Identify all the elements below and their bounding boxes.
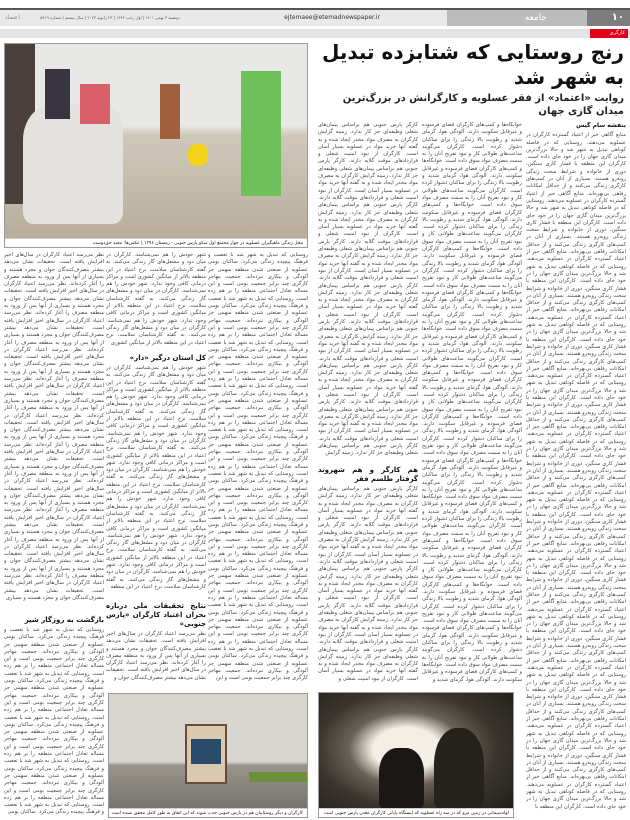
fishermen-camp-photo: [4, 43, 308, 248]
article-column: [4, 252, 104, 610]
passengers: [191, 739, 221, 764]
body-text: روستایی که تبدیل به شهر شد با تعصب و فرهنگ پیچیده زندگی می‌کرد. ساکنان بومی عسلویه از صنعتی شدن منطقه سهمی جز آلودگی و بیکاری نبرده‌اند. جمعیت مهاجر کارگری چند برابر جمعیت بومی است و این مساله تعادل اجتماعی منطقه را بر هم زده است. روستایی که تبدیل به شهر شد با تعصب و فرهنگ پیچیده زندگی می‌کرد. ساکنان بومی عسلویه از صنعتی شدن منطقه سهمی جز آلودگی و بیکاری نبرده‌اند. جمعیت مهاجر کارگری چند برابر جمعیت بومی است و این مساله تعادل اجتماعی منطقه را بر هم زده است. روستایی که تبدیل به شهر شد با تعصب و فرهنگ پیچیده زندگی می‌کرد. ساکنان بومی عسلویه از صنعتی شدن منطقه سهمی جز آلودگی و بیکاری نبرده‌اند. جمعیت مهاجر کارگری چند برابر جمعیت بومی است و این مساله تعادل اجتماعی منطقه را بر هم زده است. روستایی که تبدیل به شهر شد با تعصب و فرهنگ پیچیده زندگی می‌کرد. ساکنان بومی عسلویه از صنعتی شدن منطقه سهمی جز آلودگی و بیکاری نبرده‌اند. جمعیت مهاجر کارگری چند برابر جمعیت بومی است و این مساله تعادل اجتماعی منطقه را بر هم زده است. روستایی که تبدیل به شهر شد با تعصب و فرهنگ پیچیده زندگی می‌کرد. ساکنان بومی: [4, 627, 104, 816]
truck-road-photo: [108, 693, 308, 818]
subheading: بازگشت به روزگار شیر: [24, 616, 104, 624]
category-tag: کارگری: [590, 29, 628, 38]
newspaper-logo: اعتماد: [5, 14, 21, 21]
tag-row: [0, 29, 630, 38]
article-column: [318, 462, 418, 688]
body-text: کارگر پارس جنوبی هم براساس پیمان‌های شغلی وظیفه‌ای جز کار ندارد. زمینه گرایش کارگران به مصرف مواد مخدر ایجاد شده و به گفته آنها خرید مواد در عسلویه بسیار آسان است. کارگران از نبود امنیت شغلی و قراردادهای موقت گلایه دارند. کارگر پارس جنوبی هم براساس پیمان‌های شغلی وظیفه‌ای جز کار ندارد. زمینه گرایش کارگران به مصرف مواد مخدر ایجاد شده و به گفته آنها خرید مواد در عسلویه بسیار آسان است. کارگران از نبود امنیت شغلی و قراردادهای موقت گلایه دارند. کارگر پارس جنوبی هم براساس پیمان‌های شغلی وظیفه‌ای جز کار ندارد. زمینه گرایش کارگران به مصرف مواد مخدر ایجاد شده و به گفته آنها خرید مواد در عسلویه بسیار آسان است. کارگران از نبود امنیت شغلی و قراردادهای موقت گلایه دارند. کارگر پارس جنوبی هم براساس پیمان‌های شغلی وظیفه‌ای جز کار ندارد. زمینه گرایش کارگران به مصرف مواد مخدر ایجاد شده و به گفته آنها خرید مواد در عسلویه بسیار آسان است. کارگران از نبود امنیت شغلی و قراردادهای موقت گلایه دارند. کارگر پارس جنوبی هم براساس پیمان‌های شغلی وظیفه‌ای جز کار ندارد. زمینه گرایش کارگران به مصرف مواد مخدر ایجاد شده و به گفته آنها خرید مواد در عسلویه بسیار آسان است. کارگران از نبود امنیت شغلی و قراردادهای موقت گلایه دارند. کارگر پارس جنوبی هم براساس پیمان‌های شغلی وظیفه‌ای جز کار ندارد. زمینه گرایش کارگران به مصرف مواد مخدر ایجاد شده و به گفته آنها خرید مواد در عسلویه بسیار آسان است. کارگران از نبود امنیت شغلی و قراردادهای موقت گلایه دارند. کارگر پارس جنوبی هم براساس پیمان‌های شغلی وظیفه‌ای جز کار ندارد. زمینه گرایش کارگران به مصرف مواد مخدر ایجاد شده و به گفته آنها خرید مواد در عسلویه بسیار آسان است. کارگران از نبود امنیت شغلی و قراردادهای موقت گلایه دارند. کارگر پارس جنوبی هم براساس پیمان‌های شغلی وظیفه‌ای جز کار ندارد. زمینه گرایش کارگران به مصرف مواد مخدر ایجاد شده و به گفته آنها خرید مواد در عسلویه بسیار آسان است. کارگران از نبود امنیت شغلی و قراردادهای موقت گلایه دارند. کارگر پارس جنوبی هم براساس پیمان‌های شغلی وظیفه‌ای جز کار ندارد. زمینه گرایش: [318, 122, 418, 457]
person-silhouette: [434, 728, 484, 808]
body-text: روستایی که تبدیل به شهر شد با تعصب و فرهنگ پیچیده زندگی می‌کرد. ساکنان بومی عسلویه از صنعتی شدن منطقه سهمی جز آلودگی و بیکاری نبرده‌اند. جمعیت مهاجر کارگری چند برابر جمعیت بومی است و این مساله تعادل اجتماعی منطقه را بر هم زده است. روستایی که تبدیل به شهر شد با تعصب و فرهنگ پیچیده زندگی می‌کرد. ساکنان بومی عسلویه از صنعتی شدن منطقه سهمی جز آلودگی و بیکاری نبرده‌اند. جمعیت مهاجر کارگری چند برابر جمعیت بومی است و این مساله تعادل اجتماعی منطقه را بر هم زده است. روستایی که تبدیل به شهر شد با تعصب و فرهنگ پیچیده زندگی می‌کرد. ساکنان بومی عسلویه از صنعتی شدن منطقه سهمی جز آلودگی و بیکاری نبرده‌اند. جمعیت مهاجر کارگری چند برابر جمعیت بومی است و این مساله تعادل اجتماعی منطقه را بر هم زده است. روستایی که تبدیل به شهر شد با تعصب و فرهنگ پیچیده زندگی می‌کرد. ساکنان بومی عسلویه از صنعتی شدن منطقه سهمی جز آلودگی و بیکاری نبرده‌اند. جمعیت مهاجر کارگری چند برابر جمعیت بومی است و این مساله تعادل اجتماعی منطقه را بر هم زده است. روستایی که تبدیل به شهر شد با تعصب و فرهنگ پیچیده زندگی می‌کرد. ساکنان بومی عسلویه از صنعتی شدن منطقه سهمی جز آلودگی و بیکاری نبرده‌اند. جمعیت مهاجر کارگری چند برابر جمعیت بومی است و این مساله تعادل اجتماعی منطقه را بر هم زده است. روستایی که تبدیل به شهر شد با تعصب و فرهنگ پیچیده زندگی می‌کرد. ساکنان بومی عسلویه از صنعتی شدن منطقه سهمی جز آلودگی و بیکاری نبرده‌اند. جمعیت مهاجر کارگری چند برابر جمعیت بومی است و این مساله تعادل اجتماعی منطقه را بر هم زده است. روستایی که تبدیل به شهر شد با تعصب و فرهنگ پیچیده زندگی می‌کرد. ساکنان بومی عسلویه از صنعتی شدن منطقه سهمی جز آلودگی و بیکاری نبرده‌اند. جمعیت مهاجر کارگری چند برابر جمعیت بومی است و این مساله تعادل اجتماعی منطقه را بر هم زده است. روستایی که تبدیل به شهر شد با تعصب و فرهنگ پیچیده زندگی می‌کرد. ساکنان بومی عسلویه از صنعتی شدن منطقه سهمی جز آلودگی و بیکاری نبرده‌اند. جمعیت مهاجر کارگری چند برابر جمعیت بومی است و این مساله تعادل اجتماعی منطقه را بر هم زده است. روستایی که تبدیل به شهر شد با تعصب و فرهنگ پیچیده زندگی می‌کرد. ساکنان بومی عسلویه از صنعتی شدن منطقه سهمی جز آلودگی و بیکاری نبرده‌اند. جمعیت مهاجر کارگری چند برابر جمعیت بومی است و این مساله تعادل اجتماعی منطقه را بر هم زده است. روستایی که تبدیل به شهر شد با تعصب و فرهنگ پیچیده زندگی می‌کرد. ساکنان بومی عسلویه از صنعتی شدن منطقه سهمی جز آلودگی و بیکاری نبرده‌اند. جمعیت مهاجر کارگری چند برابر جمعیت بومی است و این: [208, 252, 308, 682]
article-column: [208, 252, 308, 688]
roadside-grass: [249, 772, 308, 782]
photo-caption: لوله‌سیمانی در زمین مرو که در سه راه عسلویه که ایستگاه پایانی کارگران معدن پارس جنوبی است: [319, 808, 513, 817]
yellow-bucket: [188, 144, 208, 166]
subheading: هم کارگر و هم شهروند گرفتار طلسم فقر: [318, 466, 418, 483]
person-silhouette: [379, 748, 424, 808]
green-flag: [241, 71, 281, 196]
body-text: نظر می‌رسد اعتیاد کارگران در سال‌های اخیر افزایش یافته است. تحقیقات نشان می‌دهد بیشتر مصرف‌کنندگان جوان و مجرد هستند و بسیاری از آنها پس از ورود به منطقه مصرف را آغاز کرده‌اند. نظر می‌رسد اعتیاد کارگران در سال‌های اخیر افزایش یافته است. تحقیقات نشان می‌دهد بیشتر مصرف‌کنندگان جوان و: [106, 631, 206, 681]
body-text: شهر خودش را هم نمی‌شناسد. کارگران در میان دود و مشعل‌های گاز زندگی می‌کنند. به گفته کارشناسان سلامت، نرخ اعتیاد در این منطقه بالاتر از میانگین کشوری است و مراکز درمانی کافی وجود ندارد. شهر خودش را هم نمی‌شناسد. کارگران در میان دود و مشعل‌های گاز زندگی می‌کنند. به گفته کارشناسان سلامت، نرخ اعتیاد در این منطقه بالاتر از میانگین کشوری است و مراکز درمانی کافی وجود ندارد. شهر خودش را هم نمی‌شناسد. کارگران در میان دود و مشعل‌های گاز زندگی می‌کنند. به گفته کارشناسان سلامت، نرخ اعتیاد در این منطقه بالاتر از میانگین کشوری است و مراکز درمانی کافی وجود ندارد. شهر خودش را هم نمی‌شناسد. کارگران در میان دود و مشعل‌های گاز زندگی می‌کنند. به گفته کارشناسان سلامت، نرخ اعتیاد در این منطقه بالاتر از میانگین کشوری است و مراکز درمانی کافی وجود ندارد. شهر خودش را هم نمی‌شناسد. کارگران در میان دود و مشعل‌های گاز زندگی می‌کنند. به گفته کارشناسان سلامت، نرخ اعتیاد در این منطقه بالاتر از میانگین کشوری است و مراکز درمانی کافی وجود ندارد. شهر خودش را هم نمی‌شناسد. کارگران در میان دود و مشعل‌های گاز زندگی می‌کنند. به گفته کارشناسان سلامت، نرخ اعتیاد در این منطقه بالاتر از میانگین کشوری است و مراکز درمانی کافی وجود ندارد. شهر خودش را هم نمی‌شناسد. کارگران در میان دود و مشعل‌های گاز زندگی می‌کنند. به گفته کارشناسان سلامت، نرخ اعتیاد در این منطقه: [106, 365, 206, 590]
section-name: جامعه: [447, 10, 587, 26]
body-text: کارگر پارس جنوبی هم براساس پیمان‌های شغلی وظیفه‌ای جز کار ندارد. زمینه گرایش کارگران به مصرف مواد مخدر ایجاد شده و به گفته آنها خرید مواد در عسلویه بسیار آسان است. کارگران از نبود امنیت شغلی و قراردادهای موقت گلایه دارند. کارگر پارس جنوبی هم براساس پیمان‌های شغلی وظیفه‌ای جز کار ندارد. زمینه گرایش کارگران به مصرف مواد مخدر ایجاد شده و به گفته آنها خرید مواد در عسلویه بسیار آسان است. کارگران از نبود امنیت شغلی و قراردادهای موقت گلایه دارند. کارگر پارس جنوبی هم براساس پیمان‌های شغلی وظیفه‌ای جز کار ندارد. زمینه گرایش کارگران به مصرف مواد مخدر ایجاد شده و به گفته آنها خرید مواد در عسلویه بسیار آسان است. کارگران از نبود امنیت شغلی و قراردادهای موقت گلایه دارند. کارگر پارس جنوبی هم براساس پیمان‌های شغلی وظیفه‌ای جز کار ندارد. زمینه گرایش کارگران به مصرف مواد مخدر ایجاد شده و به گفته آنها خرید مواد در عسلویه بسیار آسان است. کارگران از نبود امنیت شغلی و قراردادهای موقت گلایه دارند. کارگر پارس جنوبی هم براساس پیمان‌های شغلی وظیفه‌ای جز کار ندارد. زمینه گرایش کارگران به مصرف مواد مخدر ایجاد شده و به گفته آنها خرید مواد در عسلویه بسیار آسان است. کارگران از نبود امنیت شغلی و: [318, 486, 418, 682]
article-column: [4, 612, 104, 818]
article-column: [106, 252, 206, 348]
article-column: [422, 122, 522, 688]
article-column: [318, 122, 418, 460]
body-text: نظر می‌رسد اعتیاد کارگران در سال‌های اخیر افزایش یافته است. تحقیقات نشان می‌دهد بیشتر مصرف‌کنندگان جوان و مجرد هستند و بسیاری از آنها پس از ورود به منطقه مصرف را آغاز کرده‌اند. نظر می‌رسد اعتیاد کارگران در سال‌های اخیر افزایش یافته است. تحقیقات نشان می‌دهد بیشتر مصرف‌کنندگان جوان و مجرد هستند و بسیاری از آنها پس از ورود به منطقه مصرف را آغاز کرده‌اند. نظر می‌رسد اعتیاد کارگران در سال‌های اخیر افزایش یافته است. تحقیقات نشان می‌دهد بیشتر مصرف‌کنندگان جوان و مجرد هستند و بسیاری از آنها پس از ورود به منطقه مصرف را آغاز کرده‌اند. نظر می‌رسد اعتیاد کارگران در سال‌های اخیر افزایش یافته است. تحقیقات نشان می‌دهد بیشتر مصرف‌کنندگان جوان و مجرد هستند و بسیاری از آنها پس از ورود به منطقه مصرف را آغاز کرده‌اند. نظر می‌رسد اعتیاد کارگران در سال‌های اخیر افزایش یافته است. تحقیقات نشان می‌دهد بیشتر مصرف‌کنندگان جوان و مجرد هستند و بسیاری از آنها پس از ورود به منطقه مصرف را آغاز کرده‌اند. نظر می‌رسد اعتیاد کارگران در سال‌های اخیر افزایش یافته است. تحقیقات نشان می‌دهد بیشتر مصرف‌کنندگان جوان و مجرد هستند و بسیاری از آنها پس از ورود به منطقه مصرف را آغاز کرده‌اند. نظر می‌رسد اعتیاد کارگران در سال‌های اخیر افزایش یافته است. تحقیقات نشان می‌دهد بیشتر مصرف‌کنندگان جوان و مجرد هستند و بسیاری از آنها پس از ورود به منطقه مصرف را آغاز کرده‌اند. نظر می‌رسد اعتیاد کارگران در سال‌های اخیر افزایش یافته است. تحقیقات نشان می‌دهد بیشتر مصرف‌کنندگان جوان و مجرد هستند و بسیاری از آنها پس از ورود به منطقه مصرف را آغاز کرده‌اند. نظر می‌رسد اعتیاد کارگران در سال‌های اخیر افزایش یافته است. تحقیقات نشان می‌دهد بیشتر مصرف‌کنندگان جوان و مجرد هستند و بسیاری از آنها پس از ورود به منطقه مصرف را آغاز کرده‌اند. نظر می‌رسد اعتیاد کارگران در سال‌های اخیر افزایش یافته است. تحقیقات نشان می‌دهد بیشتر مصرف‌کنندگان جوان و مجرد هستند و بسیاری از آنها پس از ورود به منطقه مصرف را آغاز کرده‌اند. نظر می‌رسد اعتیاد کارگران در سال‌های اخیر افزایش یافته است. تحقیقات نشان می‌دهد بیشتر مصرف‌کنندگان جوان و مجرد هستند و بسیاری: [4, 252, 104, 601]
article-column: [106, 350, 206, 596]
article-column: [106, 598, 206, 688]
dateline: دوشنبه ۳ بهمن ۱۴۰۱ | اول رجب ۱۴۴۴ | ۲۳ ژانویه ۲۰۲۳ | سال بیستم | شماره ۵۴۱۹: [40, 15, 180, 20]
article-column: [526, 122, 626, 818]
photo-caption: کارگران و دیگر روستاییان هم در پارس جنوبی جذب شوند که این اتفاق به طور کامل محقق نشده است: [109, 808, 307, 817]
tunnel-photo: [318, 692, 514, 818]
subheading: کل استان درگیر «دار»: [129, 354, 206, 362]
author-name: بنفشه سام گیس: [576, 122, 626, 129]
body-text: منابع آگاهی خبر از اعتیاد گسترده کارگران در عسلویه می‌دهند. روستایی که در فاصله کوتاهی تبدیل به شهر شد و حالا بزرگ‌ترین میدان گازی جهان را در خود جای داده است. کارگران این منطقه با فشار کاری سنگین، دوری از خانواده و شرایط سخت زندگی روبه‌رو هستند. بسیاری از آنان در کمپ‌های کارگری زندگی می‌کنند و از حداقل امکانات رفاهی بی‌بهره‌اند. منابع آگاهی خبر از اعتیاد گسترده کارگران در عسلویه می‌دهند. روستایی که در فاصله کوتاهی تبدیل به شهر شد و حالا بزرگ‌ترین میدان گازی جهان را در خود جای داده است. کارگران این منطقه با فشار کاری سنگین، دوری از خانواده و شرایط سخت زندگی روبه‌رو هستند. بسیاری از آنان در کمپ‌های کارگری زندگی می‌کنند و از حداقل امکانات رفاهی بی‌بهره‌اند. منابع آگاهی خبر از اعتیاد گسترده کارگران در عسلویه می‌دهند. روستایی که در فاصله کوتاهی تبدیل به شهر شد و حالا بزرگ‌ترین میدان گازی جهان را در خود جای داده است. کارگران این منطقه با فشار کاری سنگین، دوری از خانواده و شرایط سخت زندگی روبه‌رو هستند. بسیاری از آنان در کمپ‌های کارگری زندگی می‌کنند و از حداقل امکانات رفاهی بی‌بهره‌اند. منابع آگاهی خبر از اعتیاد گسترده کارگران در عسلویه می‌دهند. روستایی که در فاصله کوتاهی تبدیل به شهر شد و حالا بزرگ‌ترین میدان گازی جهان را در خود جای داده است. کارگران این منطقه با فشار کاری سنگین، دوری از خانواده و شرایط سخت زندگی روبه‌رو هستند. بسیاری از آنان در کمپ‌های کارگری زندگی می‌کنند و از حداقل امکانات رفاهی بی‌بهره‌اند. منابع آگاهی خبر از اعتیاد گسترده کارگران در عسلویه می‌دهند. روستایی که در فاصله کوتاهی تبدیل به شهر شد و حالا بزرگ‌ترین میدان گازی جهان را در خود جای داده است. کارگران این منطقه با فشار کاری سنگین، دوری از خانواده و شرایط سخت زندگی روبه‌رو هستند. بسیاری از آنان در کمپ‌های کارگری زندگی می‌کنند و از حداقل امکانات رفاهی بی‌بهره‌اند. منابع آگاهی خبر از اعتیاد گسترده کارگران در عسلویه می‌دهند. روستایی که در فاصله کوتاهی تبدیل به شهر شد و حالا بزرگ‌ترین میدان گازی جهان را در خود جای داده است. کارگران این منطقه با فشار کاری سنگین، دوری از خانواده و شرایط سخت زندگی روبه‌رو هستند. بسیاری از آنان در کمپ‌های کارگری زندگی می‌کنند و از حداقل امکانات رفاهی بی‌بهره‌اند. منابع آگاهی خبر از اعتیاد گسترده کارگران در عسلویه می‌دهند. روستایی که در فاصله کوتاهی تبدیل به شهر شد و حالا بزرگ‌ترین میدان گازی جهان را در خود جای داده است. کارگران این منطقه با فشار کاری سنگین، دوری از خانواده و شرایط سخت زندگی روبه‌رو هستند. بسیاری از آنان در کمپ‌های کارگری زندگی می‌کنند و از حداقل امکانات رفاهی بی‌بهره‌اند. منابع آگاهی خبر از اعتیاد گسترده کارگران در عسلویه می‌دهند. روستایی که در فاصله کوتاهی تبدیل به شهر شد و حالا بزرگ‌ترین میدان گازی جهان را در خود جای داده است. کارگران این منطقه با فشار کاری سنگین، دوری از خانواده و شرایط سخت زندگی روبه‌رو هستند. بسیاری از آنان در کمپ‌های کارگری زندگی می‌کنند و از حداقل امکانات رفاهی بی‌بهره‌اند. منابع آگاهی خبر از اعتیاد گسترده کارگران در عسلویه می‌دهند. روستایی که در فاصله کوتاهی تبدیل به شهر شد و حالا بزرگ‌ترین میدان گازی جهان را در خود جای داده است. کارگران این منطقه با فشار کاری سنگین، دوری از خانواده و شرایط سخت زندگی روبه‌رو هستند. بسیاری از آنان در کمپ‌های کارگری زندگی می‌کنند و از حداقل امکانات رفاهی بی‌بهره‌اند. منابع آگاهی خبر از اعتیاد گسترده کارگران در عسلویه می‌دهند. روستایی که در فاصله کوتاهی تبدیل به شهر شد و حالا بزرگ‌ترین میدان گازی جهان را در خود جای داده است. کارگران این منطقه با فشار کاری سنگین، دوری از خانواده و شرایط سخت زندگی روبه‌رو هستند. بسیاری از آنان در کمپ‌های کارگری زندگی می‌کنند و از حداقل امکانات رفاهی بی‌بهره‌اند. منابع آگاهی خبر از اعتیاد گسترده کارگران در عسلویه می‌دهند. روستایی که در فاصله کوتاهی تبدیل به شهر شد و حالا بزرگ‌ترین میدان گازی جهان را در خود جای داده است. کارگران این منطقه با فشار کاری سنگین، دوری از خانواده و شرایط سخت زندگی روبه‌رو هستند. بسیاری از آنان در کمپ‌های کارگری زندگی می‌کنند و از حداقل امکانات رفاهی بی‌بهره‌اند. منابع آگاهی خبر از اعتیاد گسترده کارگران در عسلویه می‌دهند. روستایی که در فاصله کوتاهی تبدیل به شهر شد و حالا بزرگ‌ترین میدان گازی جهان را در خود جای داده است. کارگران این منطقه با: [526, 132, 626, 810]
subheadline: روایت «اعتماد» از فقر عسلویه و کارگرانش در بزرگ‌ترین میدان گازی جهان: [342, 93, 624, 117]
headline: رنج روستایی که شتابزده تبدیل به شهر شد: [321, 40, 624, 89]
brown-cloth: [160, 84, 180, 139]
section-email[interactable]: ejtemaee@etemadnewspaper.ir: [284, 14, 380, 21]
red-cloth: [80, 84, 110, 124]
photo-caption: محل زندگی ماهیگیران عسلویه در جوار مجتمع اول سکو پارس جنوبی - زمستان ۱۳۹۶ | عکس‌ها: مجید حق‌دوست: [5, 238, 307, 247]
dark-cloth: [45, 69, 70, 119]
body-text: خوابگاه‌ها و کمپ‌های کارگران فضای فرسوده و غیرقابل سکونت دارند. آلودگی هوا، گرمای شدید و رطوبت بالا زندگی را برای ساکنان دشوار کرده است. کارگران می‌گویند ساعت‌های طولانی کار و نبود تفریح آنان را به سمت مصرف مواد سوق داده است. خوابگاه‌ها و کمپ‌های کارگران فضای فرسوده و غیرقابل سکونت دارند. آلودگی هوا، گرمای شدید و رطوبت بالا زندگی را برای ساکنان دشوار کرده است. کارگران می‌گویند ساعت‌های طولانی کار و نبود تفریح آنان را به سمت مصرف مواد سوق داده است. خوابگاه‌ها و کمپ‌های کارگران فضای فرسوده و غیرقابل سکونت دارند. آلودگی هوا، گرمای شدید و رطوبت بالا زندگی را برای ساکنان دشوار کرده است. کارگران می‌گویند ساعت‌های طولانی کار و نبود تفریح آنان را به سمت مصرف مواد سوق داده است. خوابگاه‌ها و کمپ‌های کارگران فضای فرسوده و غیرقابل سکونت دارند. آلودگی هوا، گرمای شدید و رطوبت بالا زندگی را برای ساکنان دشوار کرده است. کارگران می‌گویند ساعت‌های طولانی کار و نبود تفریح آنان را به سمت مصرف مواد سوق داده است. خوابگاه‌ها و کمپ‌های کارگران فضای فرسوده و غیرقابل سکونت دارند. آلودگی هوا، گرمای شدید و رطوبت بالا زندگی را برای ساکنان دشوار کرده است. کارگران می‌گویند ساعت‌های طولانی کار و نبود تفریح آنان را به سمت مصرف مواد سوق داده است. خوابگاه‌ها و کمپ‌های کارگران فضای فرسوده و غیرقابل سکونت دارند. آلودگی هوا، گرمای شدید و رطوبت بالا زندگی را برای ساکنان دشوار کرده است. کارگران می‌گویند ساعت‌های طولانی کار و نبود تفریح آنان را به سمت مصرف مواد سوق داده است. خوابگاه‌ها و کمپ‌های کارگران فضای فرسوده و غیرقابل سکونت دارند. آلودگی هوا، گرمای شدید و رطوبت بالا زندگی را برای ساکنان دشوار کرده است. کارگران می‌گویند ساعت‌های طولانی کار و نبود تفریح آنان را به سمت مصرف مواد سوق داده است. خوابگاه‌ها و کمپ‌های کارگران فضای فرسوده و غیرقابل سکونت دارند. آلودگی هوا، گرمای شدید و رطوبت بالا زندگی را برای ساکنان دشوار کرده است. کارگران می‌گویند ساعت‌های طولانی کار و نبود تفریح آنان را به سمت مصرف مواد سوق داده است. خوابگاه‌ها و کمپ‌های کارگران فضای فرسوده و غیرقابل سکونت دارند. آلودگی هوا، گرمای شدید و رطوبت بالا زندگی را برای ساکنان دشوار کرده است. کارگران می‌گویند ساعت‌های طولانی کار و نبود تفریح آنان را به سمت مصرف مواد سوق داده است. خوابگاه‌ها و کمپ‌های کارگران فضای فرسوده و غیرقابل سکونت دارند. آلودگی هوا، گرمای شدید و رطوبت بالا زندگی را برای ساکنان دشوار کرده است. کارگران می‌گویند ساعت‌های طولانی کار و نبود تفریح آنان را به سمت مصرف مواد سوق داده است. خوابگاه‌ها و کمپ‌های کارگران فضای فرسوده و غیرقابل سکونت دارند. آلودگی هوا، گرمای شدید و رطوبت بالا زندگی را برای ساکنان دشوار کرده است. کارگران می‌گویند ساعت‌های طولانی کار و نبود تفریح آنان را به سمت مصرف مواد سوق داده است. خوابگاه‌ها و کمپ‌های کارگران فضای فرسوده و غیرقابل سکونت دارند. آلودگی هوا، گرمای شدید و رطوبت بالا زندگی را برای ساکنان دشوار کرده است. کارگران می‌گویند ساعت‌های طولانی کار و نبود تفریح آنان را به سمت مصرف مواد سوق داده است. خوابگاه‌ها و کمپ‌های کارگران فضای فرسوده و غیرقابل سکونت دارند. آلودگی هوا، گرمای شدید و رطوبت بالا زندگی را برای ساکنان دشوار کرده است. کارگران می‌گویند ساعت‌های طولانی کار و نبود تفریح آنان را به سمت مصرف مواد سوق داده است. خوابگاه‌ها و کمپ‌های کارگران فضای فرسوده و غیرقابل سکونت دارند. آلودگی هوا، گرمای شدید و: [422, 122, 522, 683]
page-number: ۱۰: [587, 10, 630, 26]
subheading: نتایج تحقیقات ملی درباره بحران اعتیاد کارگران «پارس جنوبی»: [106, 602, 206, 628]
body-text: شهر خودش را هم نمی‌شناسد. کارگران در میان دود و مشعل‌های گاز زندگی می‌کنند. به گفته کارشناسان سلامت، نرخ اعتیاد در این منطقه بالاتر از میانگین کشوری است و مراکز درمانی کافی وجود ندارد. شهر خودش را هم نمی‌شناسد. کارگران در میان دود و مشعل‌های گاز زندگی می‌کنند. به گفته کارشناسان سلامت، نرخ اعتیاد در این منطقه بالاتر از میانگین کشوری است و مراکز درمانی کافی وجود ندارد. شهر خودش را هم نمی‌شناسد. کارگران در میان دود و مشعل‌های گاز زندگی می‌کنند. به گفته کارشناسان سلامت، نرخ اعتیاد در این منطقه بالاتر از میانگین کشوری: [106, 252, 206, 346]
page-header: [0, 8, 630, 26]
